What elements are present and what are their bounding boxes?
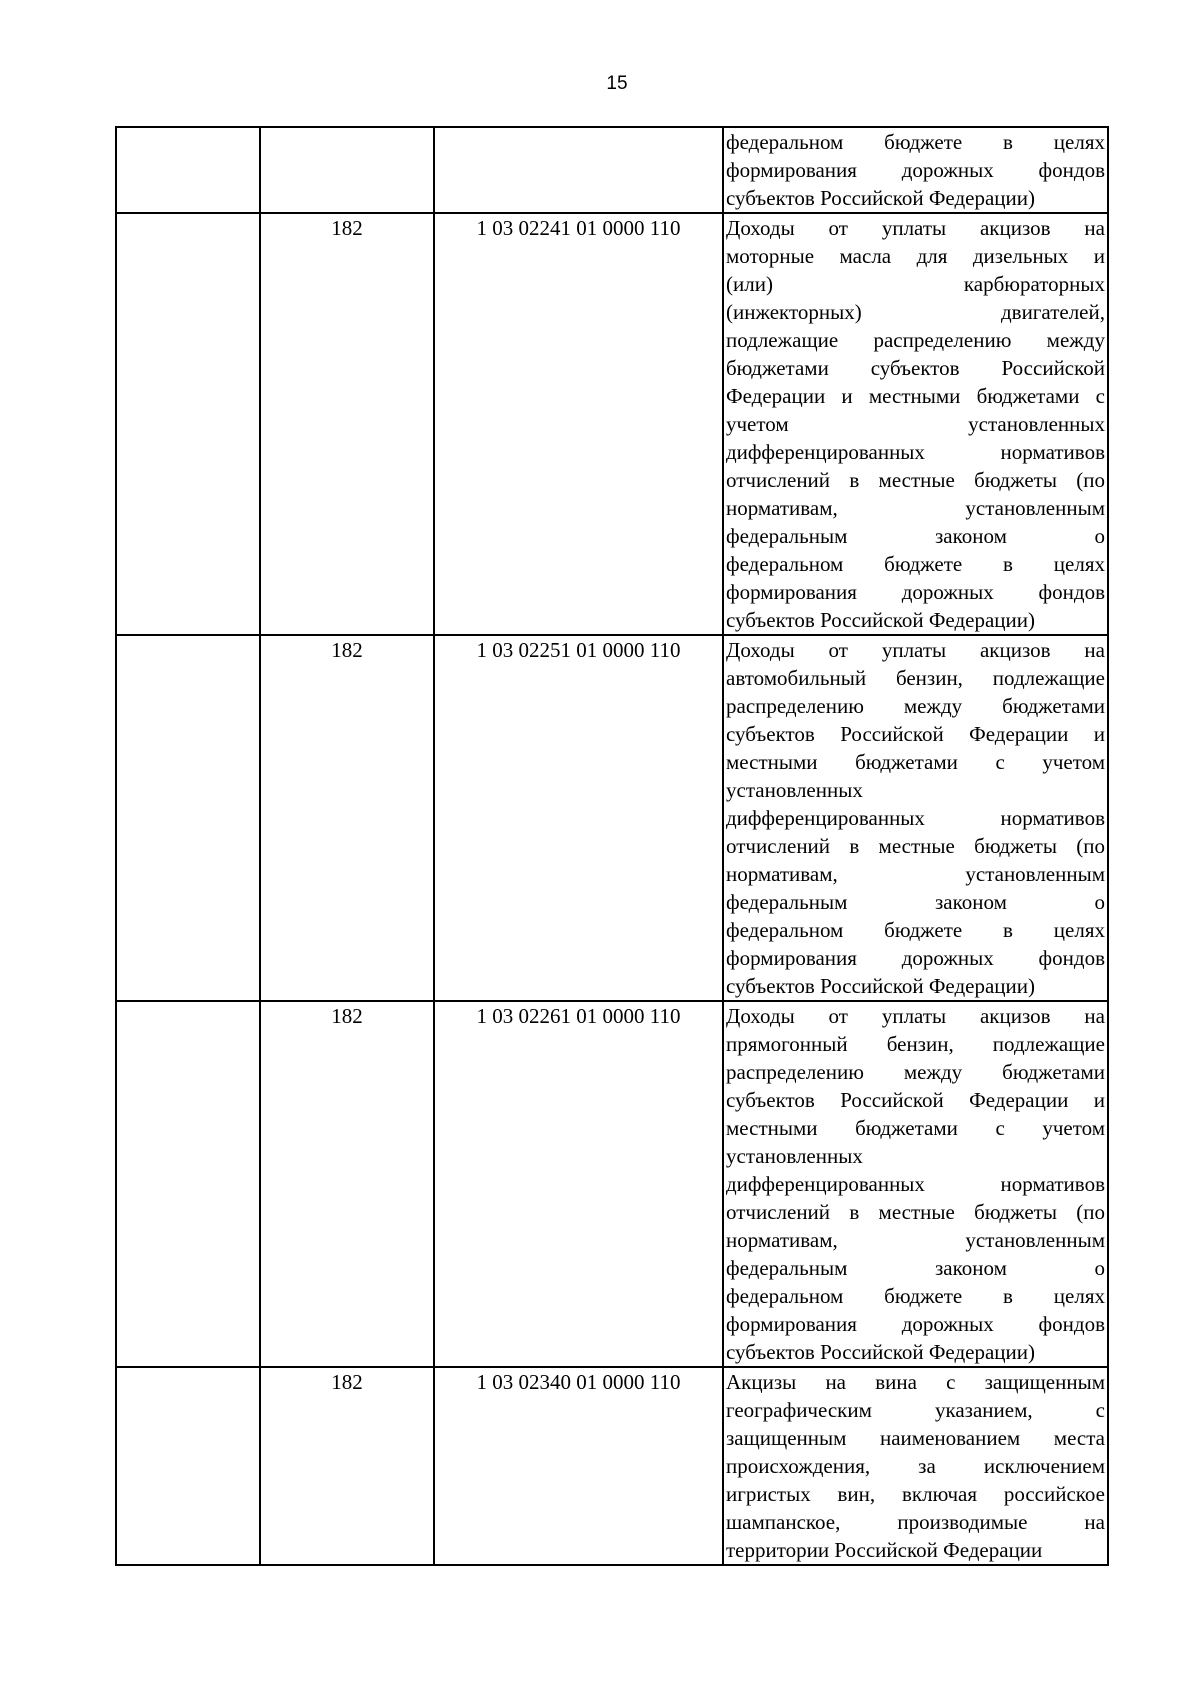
- description-line: федеральным законом о: [726, 1256, 1105, 1280]
- description-line: федеральным законом о: [726, 890, 1105, 914]
- description-line: Доходы от уплаты акцизов на: [726, 1004, 1105, 1028]
- empty-cell: [116, 1367, 260, 1565]
- description-line: дифференцированных нормативов: [726, 806, 1105, 830]
- description-line: шампанское, производимые на: [726, 1510, 1105, 1534]
- description-line: территории Российской Федерации: [726, 1538, 1043, 1562]
- admin-code: 182: [331, 1004, 363, 1028]
- admin-code-cell: [260, 127, 434, 213]
- table-row: [116, 1001, 1108, 1367]
- description-line: защищенным наименованием места: [726, 1426, 1105, 1450]
- table-row: [116, 1367, 1108, 1565]
- description-line: (или) карбюраторных: [726, 272, 1105, 296]
- description-line: федеральном бюджете в целях: [726, 552, 1105, 576]
- description-line: федеральном бюджете в целях: [726, 1284, 1105, 1308]
- kbk-code-cell: [434, 213, 723, 635]
- description-line: дифференцированных нормативов: [726, 440, 1105, 464]
- description-line: федеральном бюджете в целях: [726, 130, 1105, 154]
- description-line: (инжекторных) двигателей,: [726, 300, 1105, 324]
- table-body: [116, 127, 1108, 1565]
- kbk-code: 1 03 02261 01 0000 110: [476, 1004, 681, 1028]
- description-line: моторные масла для дизельных и: [726, 244, 1105, 268]
- revenue-codes-table: [115, 126, 1109, 1566]
- empty-cell: [116, 213, 260, 635]
- admin-code: 182: [331, 216, 363, 240]
- description-line: отчислений в местные бюджеты (по: [726, 468, 1105, 492]
- page-number: 15: [606, 73, 628, 94]
- description-line: игристых вин, включая российское: [726, 1482, 1105, 1506]
- description-line: дифференцированных нормативов: [726, 1172, 1105, 1196]
- admin-code-cell: [260, 1367, 434, 1565]
- description-line: субъектов Российской Федерации): [726, 608, 1036, 632]
- description-line: учетом установленных: [726, 412, 1105, 436]
- kbk-code: 1 03 02340 01 0000 110: [476, 1370, 681, 1394]
- kbk-code-cell: [434, 127, 723, 213]
- admin-code: [261, 128, 433, 156]
- description-line: нормативам, установленным: [726, 1228, 1105, 1252]
- description-line: местными бюджетами с учетом: [726, 1116, 1105, 1140]
- table-row: [116, 127, 1108, 213]
- admin-code-cell: [260, 213, 434, 635]
- kbk-code: [435, 128, 722, 156]
- description-line: формирования дорожных фондов: [726, 946, 1105, 970]
- description-line: субъектов Российской Федерации и: [726, 722, 1105, 746]
- description-line: Доходы от уплаты акцизов на: [726, 638, 1105, 662]
- description-line: распределению между бюджетами: [726, 694, 1105, 718]
- description-line: нормативам, установленным: [726, 496, 1105, 520]
- kbk-code-cell: [434, 1001, 723, 1367]
- description-line: распределению между бюджетами: [726, 1060, 1105, 1084]
- description-line: отчислений в местные бюджеты (по: [726, 834, 1105, 858]
- description-line: подлежащие распределению между: [726, 328, 1105, 352]
- description-line: Федерации и местными бюджетами с: [726, 384, 1105, 408]
- empty-cell: [116, 127, 260, 213]
- kbk-code-cell: [434, 635, 723, 1001]
- admin-code: 182: [331, 1370, 363, 1394]
- description-line: нормативам, установленным: [726, 862, 1105, 886]
- description-line: федеральном бюджете в целях: [726, 918, 1105, 942]
- description-cell: [723, 213, 1108, 635]
- description-cell: [723, 127, 1108, 213]
- description-cell: [723, 1367, 1108, 1565]
- description-cell: [723, 1001, 1108, 1367]
- empty-cell: [116, 1001, 260, 1367]
- kbk-code: 1 03 02251 01 0000 110: [476, 638, 681, 662]
- description-line: формирования дорожных фондов: [726, 158, 1105, 182]
- admin-code: 182: [331, 638, 363, 662]
- table-row: [116, 635, 1108, 1001]
- description-line: субъектов Российской Федерации): [726, 1340, 1036, 1364]
- description-line: субъектов Российской Федерации): [726, 186, 1036, 210]
- description-line: Акцизы на вина с защищенным: [726, 1370, 1105, 1394]
- description-line: автомобильный бензин, подлежащие: [726, 666, 1105, 690]
- description-cell: [723, 635, 1108, 1001]
- description-line: субъектов Российской Федерации): [726, 974, 1036, 998]
- kbk-code: 1 03 02241 01 0000 110: [476, 216, 681, 240]
- description-line: географическим указанием, с: [726, 1398, 1105, 1422]
- description-line: установленных: [726, 778, 863, 802]
- description-line: бюджетами субъектов Российской: [726, 356, 1105, 380]
- description-line: формирования дорожных фондов: [726, 1312, 1105, 1336]
- description-line: федеральным законом о: [726, 524, 1105, 548]
- empty-cell: [116, 635, 260, 1001]
- description-line: установленных: [726, 1144, 863, 1168]
- description-line: происхождения, за исключением: [726, 1454, 1105, 1478]
- admin-code-cell: [260, 635, 434, 1001]
- admin-code-cell: [260, 1001, 434, 1367]
- description-line: отчислений в местные бюджеты (по: [726, 1200, 1105, 1224]
- description-line: субъектов Российской Федерации и: [726, 1088, 1105, 1112]
- table-row: [116, 213, 1108, 635]
- description-line: местными бюджетами с учетом: [726, 750, 1105, 774]
- description-line: Доходы от уплаты акцизов на: [726, 216, 1105, 240]
- description-line: прямогонный бензин, подлежащие: [726, 1032, 1105, 1056]
- description-line: формирования дорожных фондов: [726, 580, 1105, 604]
- kbk-code-cell: [434, 1367, 723, 1565]
